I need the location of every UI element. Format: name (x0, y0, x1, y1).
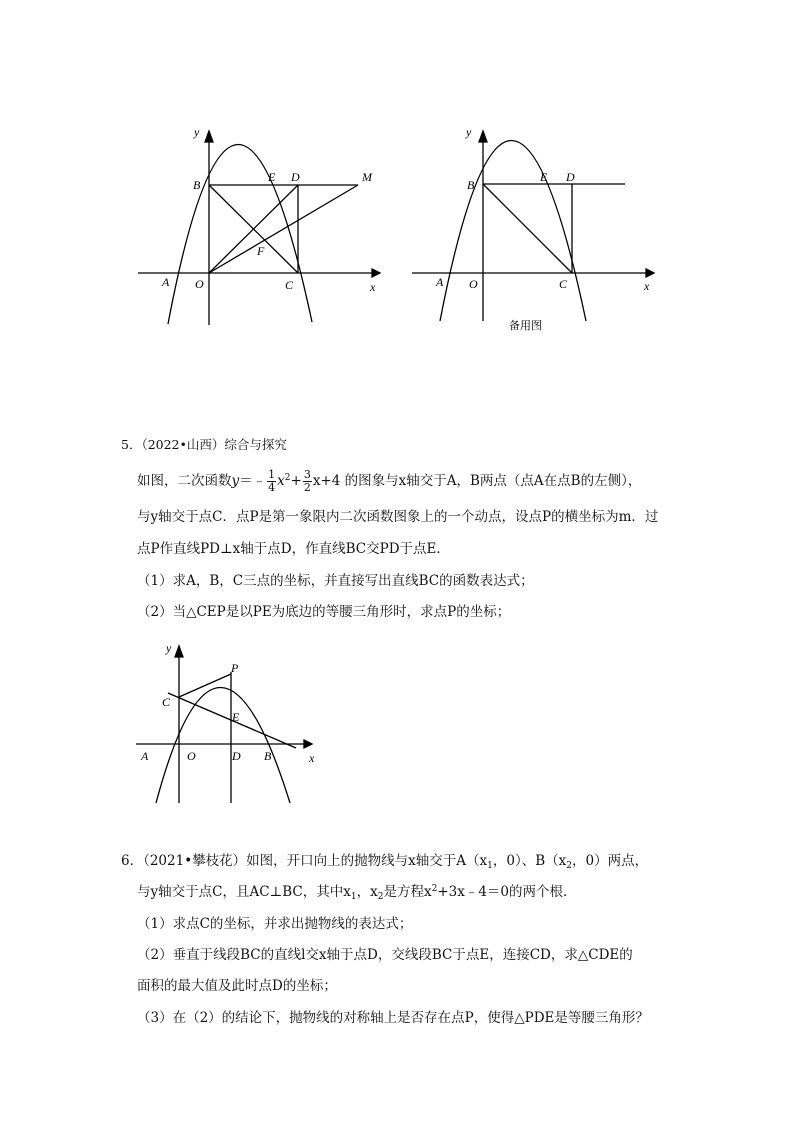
q5-eq: ＝﹣ (239, 473, 267, 489)
q6-part-1: （1）求点C的坐标，并求出抛物线的表达式； (137, 916, 413, 932)
q6-l1-post: ，0）两点， (571, 853, 649, 869)
figure-1 (130, 120, 390, 335)
fraction-2 (303, 469, 312, 494)
label-a: A (162, 275, 170, 289)
q6-line-1 (121, 852, 648, 870)
q5-header (121, 436, 287, 454)
label-x: x (644, 279, 650, 293)
q5-part-2: （2）当△CEP是以PE为底边的等腰三角形时，求点P的坐标； (137, 604, 511, 620)
label-d: D (566, 170, 575, 184)
q6-part-3: （3）在（2）的结论下，抛物线的对称轴上是否存在点P，使得△PDE是等腰三角形？ (137, 1010, 649, 1026)
fraction-2-den: 2 (303, 481, 311, 494)
label-d: D (232, 749, 241, 763)
q6-l2-sup: 2 (431, 884, 438, 894)
x-axis-arrow (646, 269, 654, 277)
fraction-2-num: 3 (303, 468, 311, 481)
parabola (156, 688, 290, 804)
q6-sub-2: 2 (566, 861, 572, 871)
q5-part-1: （1）求A，B，C三点的坐标，并直接写出直线BC的函数表达式； (137, 573, 534, 589)
label-c: C (162, 695, 171, 709)
label-f: F (257, 244, 265, 258)
q6-l2-sub-2: 2 (377, 892, 384, 902)
label-y: y (466, 125, 472, 139)
q6-line-2 (137, 883, 577, 901)
label-x: x (370, 280, 376, 294)
label-e: E (268, 170, 276, 184)
q5-l1-tail: x+4 (312, 473, 341, 489)
q6-l1-mid: ，0）、B（x (492, 853, 567, 869)
figure-caption: 备用图 (509, 320, 542, 332)
q5-l1-post: 的图象与x轴交于A，B两点（点A在点B的左侧）， (344, 473, 642, 489)
q5-line-1 (137, 468, 641, 494)
label-p: P (231, 661, 239, 675)
label-y: y (166, 641, 172, 655)
q6-l2-sub-1: 1 (350, 892, 357, 902)
label-o: O (469, 277, 478, 291)
fraction-1-den: 4 (268, 481, 276, 494)
x-axis-arrow (304, 740, 312, 748)
fraction-1-num: 1 (268, 468, 276, 481)
label-y: y (194, 125, 200, 139)
fraction-1 (267, 469, 276, 494)
q6-part-2b: 面积的最大值及此时点D的坐标； (137, 978, 337, 994)
label-x: x (309, 751, 315, 765)
label-o: O (187, 749, 196, 763)
q5-source: （2022•山西）综合与探究 (141, 437, 287, 452)
q5-y-var: y (231, 473, 240, 489)
label-b: B (264, 749, 272, 763)
figure-3 (132, 635, 328, 810)
q5-number: 5． (121, 437, 142, 452)
q5-plus: + (290, 473, 302, 489)
y-axis-arrow (175, 646, 183, 657)
line-om (209, 185, 358, 273)
q6-l1-pre: 6．（2021•攀枝花）如图，开口向上的抛物线与x轴交于A（x (121, 853, 488, 869)
label-c: C (559, 277, 568, 291)
label-a: A (436, 275, 444, 289)
label-d: D (291, 170, 300, 184)
x-axis-arrow (372, 269, 380, 277)
q6-part-2a: （2）垂直于线段BC的直线l交x轴于点D，交线段BC于点E，连接CD，求△CDE的 (137, 947, 633, 963)
label-e: E (232, 710, 240, 724)
label-b: B (193, 178, 201, 192)
q6-l2-pre: 与y轴交于点C，且AC⊥BC，其中x (137, 884, 351, 900)
q5-l1-pre: 如图，二次函数 (137, 473, 232, 489)
label-c: C (285, 278, 294, 292)
label-e: E (540, 170, 548, 184)
label-a: A (141, 749, 149, 763)
q5-square: 2 (284, 473, 291, 483)
q6-l2-mid: ，x (356, 884, 378, 900)
q5-x-var: x (277, 473, 285, 489)
y-axis-arrow (205, 131, 213, 142)
label-m: M (362, 170, 372, 184)
q5-line-2: 与y轴交于点C．点P是第一象限内二次函数图象上的一个动点，设点P的横坐标为m．过 (137, 509, 659, 525)
q6-l2-mid2: 是方程x (383, 884, 432, 900)
q6-sub-1: 1 (487, 861, 493, 871)
q6-l2-post: +3x﹣4＝0的两个根． (437, 884, 577, 900)
label-b: B (467, 178, 475, 192)
line-bc (483, 184, 572, 273)
parabola (440, 141, 586, 322)
figure-2 (408, 120, 668, 340)
y-axis-arrow (479, 131, 487, 142)
label-o: O (195, 277, 204, 291)
q5-line-3: 点P作直线PD⊥x轴于点D，作直线BC交PD于点E． (137, 541, 450, 557)
